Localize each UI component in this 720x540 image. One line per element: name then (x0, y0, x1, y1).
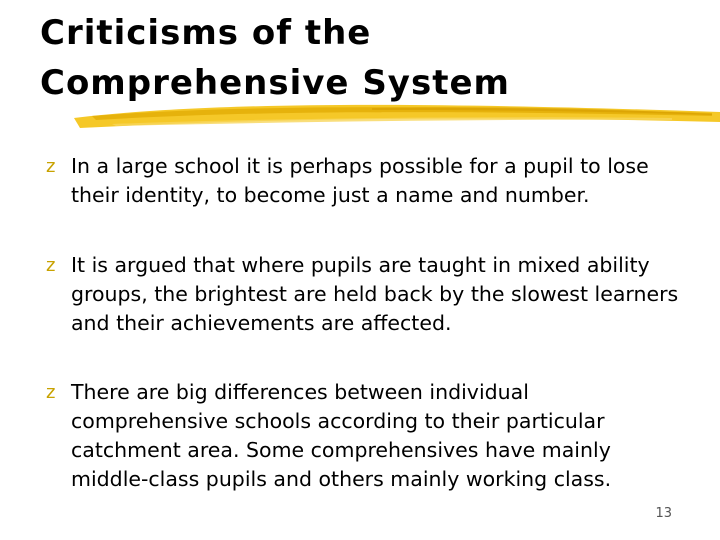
slide-title (40, 8, 510, 108)
title-line-2: Comprehensive System (40, 63, 510, 103)
bullet-item-1 (46, 152, 686, 210)
bullet-item-3 (46, 378, 686, 494)
title-underline-brushstroke (72, 98, 720, 132)
title-line-1: Criticisms of the (40, 13, 372, 53)
bullet-item-2 (46, 251, 686, 338)
page-number: 13 (655, 506, 672, 521)
bullet-text: In a large school it is perhaps possible for a pupil to lose their identity, to become just a name and number. (71, 154, 649, 207)
bullet-marker-icon: z (46, 156, 56, 177)
bullet-text: It is argued that where pupils are taught in mixed ability groups, the brightest are held back by the slowest learners and their achievements are affected. (71, 253, 679, 335)
bullet-marker-icon: z (46, 255, 56, 276)
bullet-text: There are big differences between individual comprehensive schools according to their particular catchment area. Some comprehensives have mainly middle-class pupils and others mainly working class. (71, 380, 612, 491)
bullet-marker-icon: z (46, 382, 56, 403)
